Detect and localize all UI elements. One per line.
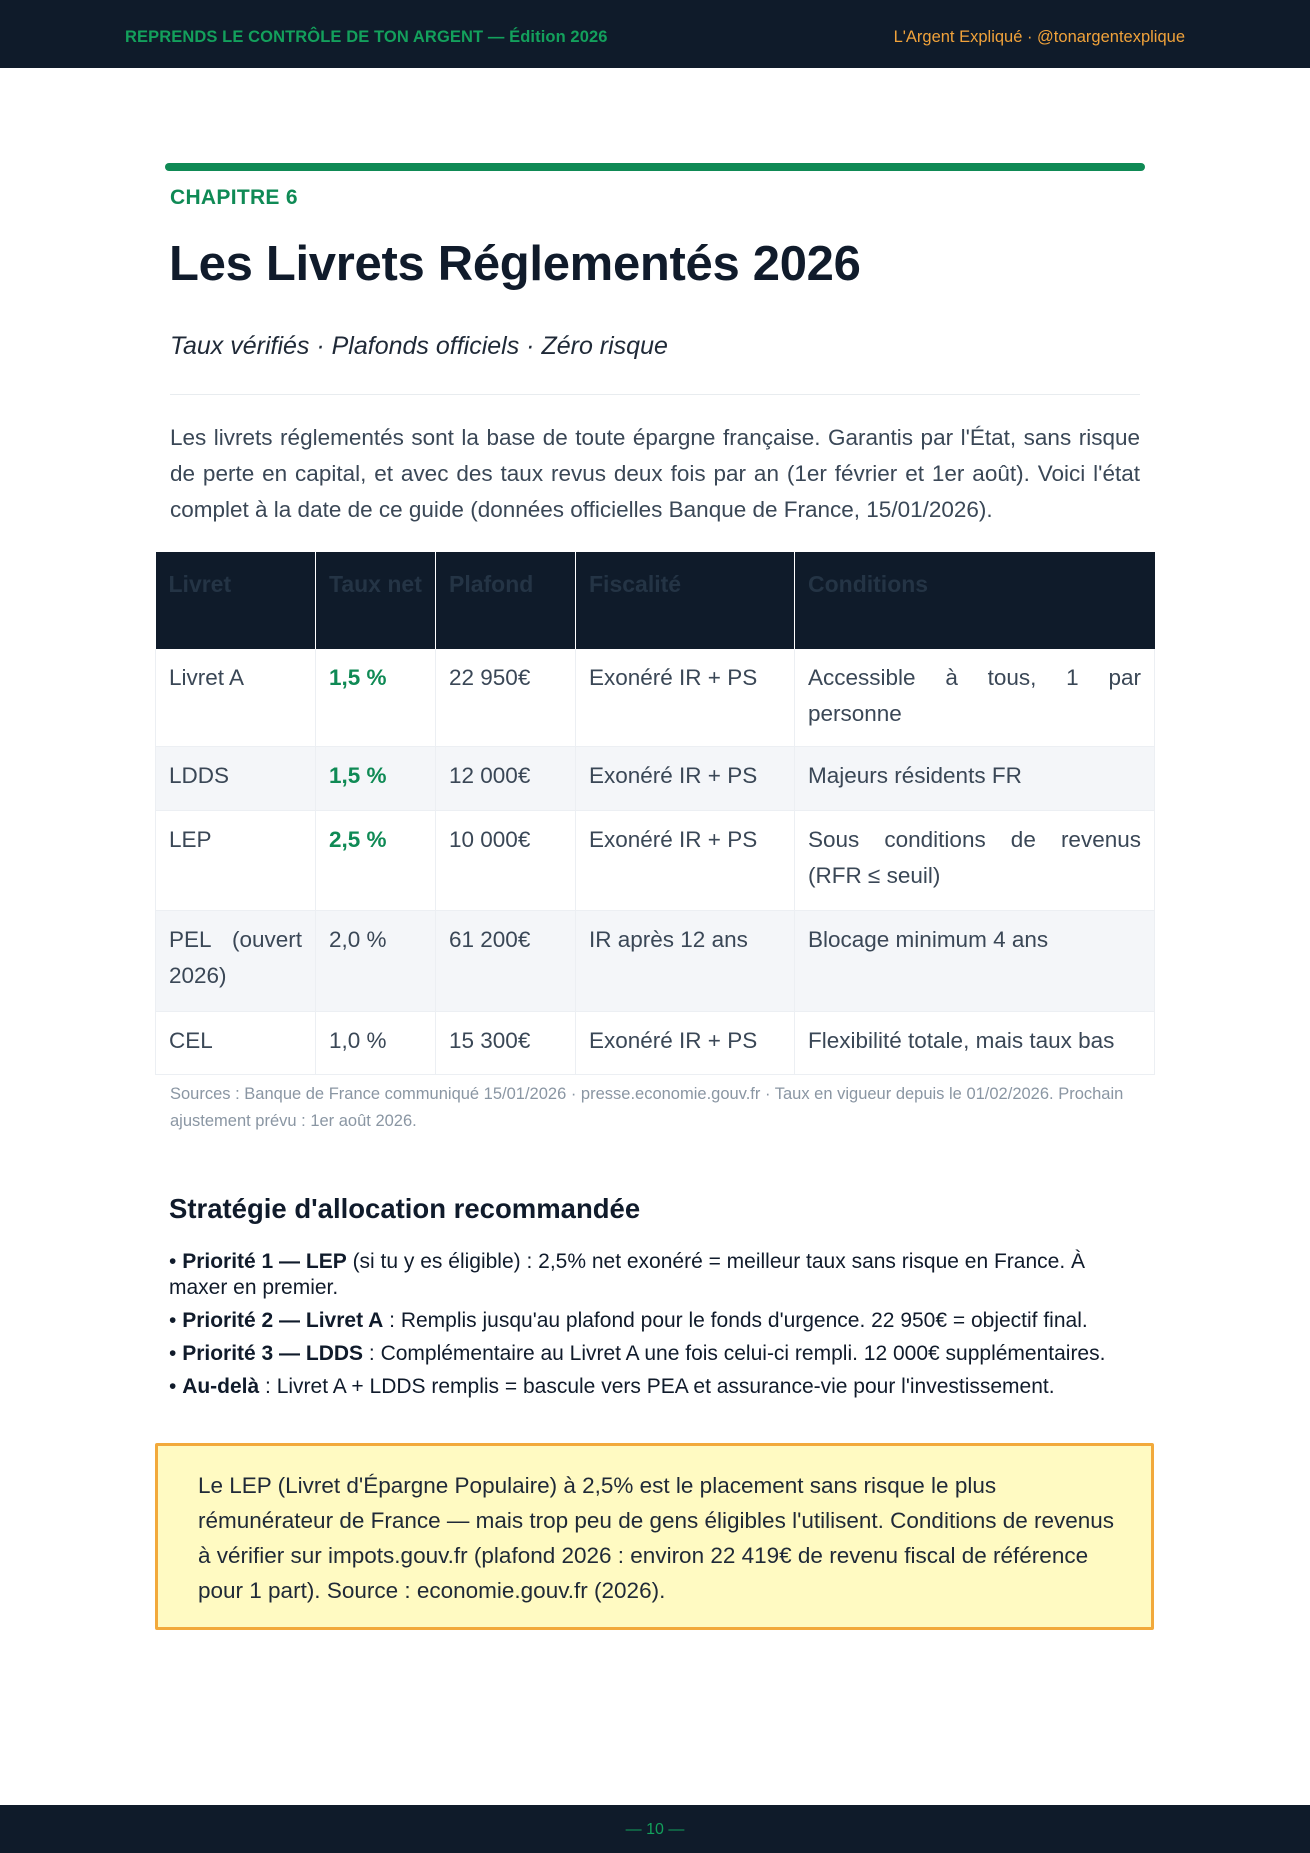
list-item: • Priorité 2 — Livret A : Remplis jusqu'au plafond pour le fonds d'urgence. 22 950€ = objectif final. — [169, 1309, 1088, 1332]
cell-plafond: 22 950€ — [436, 649, 576, 746]
list-item: • Priorité 3 — LDDS : Complémentaire au Livret A une fois celui-ci rempli. 12 000€ supplémentaires. — [169, 1342, 1106, 1365]
author-handle: L'Argent Expliqué · @tonargentexplique — [893, 28, 1185, 46]
cell-taux: 1,0 % — [316, 1011, 436, 1074]
item-text: : Livret A + LDDS remplis = bascule vers PEA et assurance-vie pour l'investissement. — [259, 1375, 1055, 1398]
cell-plafond: 61 200€ — [436, 910, 576, 1011]
page-title: Les Livrets Réglementés 2026 — [169, 237, 861, 291]
list-item: • Au-delà : Livret A + LDDS remplis = bascule vers PEA et assurance-vie pour l'investissement. — [169, 1375, 1055, 1398]
item-bold: Priorité 3 — LDDS — [182, 1342, 364, 1365]
bottom-footer-bar — [0, 1805, 1310, 1853]
cell-conditions: Sous conditions de revenus (RFR ≤ seuil) — [795, 810, 1155, 910]
strategy-list — [169, 1249, 1149, 1407]
header-taux: Taux net — [316, 552, 436, 649]
cell-livret: LEP — [156, 810, 316, 910]
cell-plafond: 15 300€ — [436, 1011, 576, 1074]
cell-conditions: Blocage minimum 4 ans — [795, 910, 1155, 1011]
intro-paragraph: Les livrets réglementés sont la base de toute épargne française. Garantis par l'État, sans risque de perte en capital, et avec des taux revus deux fois par an (1er février et 1er août). Voici l'état complet à la date de ce guide (données officielles Banque de France, 15/01/2026). — [170, 425, 1140, 522]
cell-livret: CEL — [156, 1011, 316, 1074]
item-bold: Au-delà — [182, 1375, 260, 1398]
table-row — [156, 810, 1155, 910]
chapter-label: CHAPITRE 6 — [170, 186, 298, 209]
strategy-heading: Stratégie d'allocation recommandée — [169, 1193, 641, 1224]
lep-callout-box: Le LEP (Livret d'Épargne Populaire) à 2,5% est le placement sans risque le plus rémunérateur de France — mais trop peu de gens éligibles l'utilisent. Conditions de revenus à vérifier sur impots.gouv.fr (plafond 2026 : environ 22 419€ de revenu fiscal de référence pour 1 part). Source : economie.gouv.fr (2026). — [155, 1443, 1154, 1630]
table-row — [156, 649, 1155, 746]
item-bold: Priorité 2 — Livret A — [182, 1309, 384, 1332]
item-text: : Complémentaire au Livret A une fois celui-ci rempli. 12 000€ supplémentaires. — [363, 1342, 1106, 1365]
cell-taux: 1,5 % — [316, 746, 436, 810]
cell-plafond: 12 000€ — [436, 746, 576, 810]
cell-livret: Livret A — [156, 649, 316, 746]
header-fiscalite: Fiscalité — [576, 552, 795, 649]
item-text: : Remplis jusqu'au plafond pour le fonds d'urgence. 22 950€ = objectif final. — [383, 1309, 1088, 1332]
cell-taux: 2,5 % — [316, 810, 436, 910]
book-title: REPRENDS LE CONTRÔLE DE TON ARGENT — Édition 2026 — [125, 28, 608, 46]
table-row — [156, 910, 1155, 1011]
item-bold: Priorité 1 — LEP — [182, 1250, 347, 1273]
chapter-accent-rule — [165, 163, 1145, 171]
header-livret: Livret — [156, 552, 316, 649]
cell-fiscalite: IR après 12 ans — [576, 910, 795, 1011]
cell-fiscalite: Exonéré IR + PS — [576, 810, 795, 910]
cell-taux: 1,5 % — [316, 649, 436, 746]
cell-fiscalite: Exonéré IR + PS — [576, 1011, 795, 1074]
list-item: • Priorité 1 — LEP (si tu y es éligible) : 2,5% net exonéré = meilleur taux sans risque en France. À maxer en premier. — [169, 1250, 1086, 1299]
page-number: — 10 — — [625, 1821, 685, 1838]
page-subtitle: Taux vérifiés · Plafonds officiels · Zéro risque — [170, 332, 668, 360]
cell-plafond: 10 000€ — [436, 810, 576, 910]
cell-taux: 2,0 % — [316, 910, 436, 1011]
table-sources-note: Sources : Banque de France communiqué 15/01/2026 · presse.economie.gouv.fr · Taux en vigueur depuis le 01/02/2026. Prochain ajustement prévu : 1er août 2026. — [170, 1085, 1124, 1130]
livrets-table — [155, 552, 1155, 1075]
cell-livret: LDDS — [156, 746, 316, 810]
cell-fiscalite: Exonéré IR + PS — [576, 746, 795, 810]
header-conditions: Conditions — [795, 552, 1155, 649]
cell-conditions: Accessible à tous, 1 par personne — [795, 649, 1155, 746]
table-header-row — [156, 552, 1155, 649]
item-text: (si tu y es éligible) : 2,5% net exonéré = meilleur taux sans risque en France. À maxer en premier. — [169, 1250, 1086, 1299]
cell-fiscalite: Exonéré IR + PS — [576, 649, 795, 746]
top-header-bar — [0, 0, 1310, 68]
cell-conditions: Majeurs résidents FR — [795, 746, 1155, 810]
cell-conditions: Flexibilité totale, mais taux bas — [795, 1011, 1155, 1074]
table-row — [156, 1011, 1155, 1074]
cell-livret: PEL (ouvert 2026) — [156, 910, 316, 1011]
header-plafond: Plafond — [436, 552, 576, 649]
table-row — [156, 746, 1155, 810]
divider — [170, 394, 1140, 395]
